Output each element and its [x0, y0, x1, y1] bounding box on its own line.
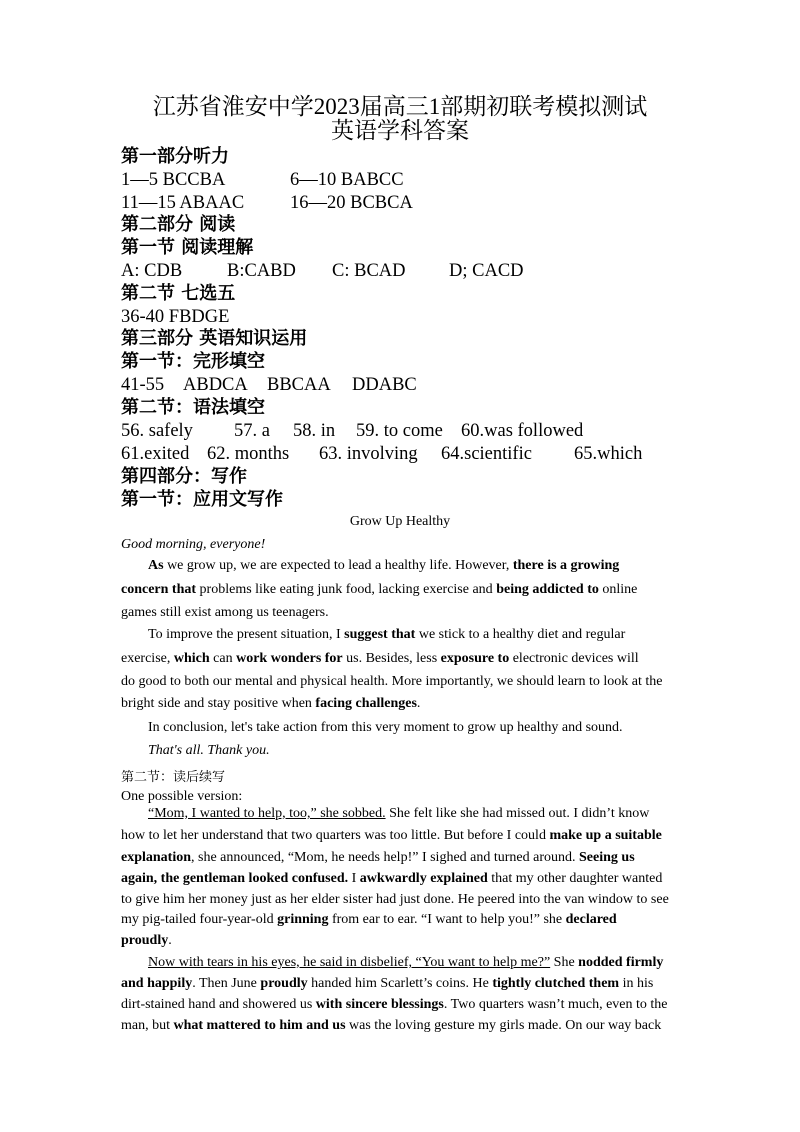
part1-heading: 第一部分听力 [121, 146, 229, 167]
grammar-answer-60: 60.was followed [461, 421, 584, 441]
answer-16-20: 16—20 BCBCA [290, 193, 413, 213]
answer-11-15: 11—15 ABAAC [121, 193, 245, 213]
part2-section2-heading: 第二节 七选五 [121, 283, 236, 304]
story-p1-line5: to give him her money just as her elder sister had just done. He peered into the van window to see [121, 892, 669, 907]
answer-1-5: 1—5 BCCBA [121, 170, 226, 190]
story-p1-line7: proudly. [121, 933, 172, 948]
story-p2-line1: Now with tears in his eyes, he said in disbelief, “You want to help me?” She nodded firmly [148, 955, 664, 970]
part3-heading: 第三部分 英语知识运用 [121, 328, 308, 349]
part2-heading: 第二部分 阅读 [121, 214, 236, 235]
cloze-group-1: ABDCA [183, 375, 248, 395]
essay-p1-line2: concern that problems like eating junk food, lacking exercise and being addicted to online [121, 582, 638, 597]
reading-answer-a: A: CDB [121, 261, 183, 281]
essay-p3: In conclusion, let's take action from this very moment to grow up healthy and sound. [148, 720, 623, 735]
grammar-answer-63: 63. involving [319, 444, 418, 464]
grammar-answer-59: 59. to come [356, 421, 443, 441]
essay-greeting: Good morning, everyone! [121, 537, 266, 552]
part3-section2-heading: 第二节：语法填空 [121, 397, 265, 418]
story-p1-line3: explanation, she announced, “Mom, he needs help!” I sighed and turned around. Seeing us [121, 850, 635, 865]
essay-p1-line1: As we grow up, we are expected to lead a healthy life. However, there is a growing [148, 558, 620, 573]
essay-p2-line3: do good to both our mental and physical health. More importantly, we should learn to look at the [121, 674, 663, 689]
continuation-intro: One possible version: [121, 789, 243, 804]
story-p2-line3: dirt-stained hand and showered us with sincere blessings. Two quarters wasn’t much, even to the [121, 997, 668, 1012]
part2-section1-heading: 第一节 阅读理解 [121, 237, 254, 258]
page-title: 江苏省淮安中学2023届高三1部期初联考模拟测试 [152, 94, 648, 119]
grammar-answer-57: 57. a [234, 421, 270, 441]
answer-6-10: 6—10 BABCC [290, 170, 404, 190]
part4-section1-heading: 第一节：应用文写作 [121, 489, 283, 510]
story-p1-line4: again, the gentleman looked confused. I awkwardly explained that my other daughter wanted [121, 871, 663, 886]
part4-heading: 第四部分：写作 [121, 466, 247, 487]
seven-choose-five-answer: 36-40 FBDGE [121, 307, 230, 327]
essay-p2-line4: bright side and stay positive when facing challenges. [121, 696, 421, 711]
grammar-answer-62: 62. months [207, 444, 290, 464]
part3-section1-heading: 第一节：完形填空 [121, 351, 265, 372]
essay-p2-line2: exercise, which can work wonders for us. Besides, less exposure to electronic devices will [121, 651, 639, 666]
reading-answer-d: D; CACD [449, 261, 524, 281]
essay-p1-line3: games still exist among us teenagers. [121, 605, 329, 620]
grammar-answer-65: 65.which [574, 444, 643, 464]
cloze-range: 41-55 [121, 375, 165, 395]
grammar-answer-58: 58. in [293, 421, 336, 441]
essay-title: Grow Up Healthy [349, 514, 451, 529]
grammar-answer-56: 56. safely [121, 421, 193, 441]
story-p2-line2: and happily. Then June proudly handed him Scarlett’s coins. He tightly clutched them in his [121, 976, 654, 991]
reading-answer-c: C: BCAD [332, 261, 406, 281]
cloze-group-3: DDABC [352, 375, 417, 395]
story-p1-line1: “Mom, I wanted to help, too,” she sobbed. She felt like she had missed out. I didn’t know [148, 806, 650, 821]
story-p1-line2: how to let her understand that two quarters was too little. But before I could make up a suitable [121, 828, 662, 843]
cloze-group-2: BBCAA [267, 375, 331, 395]
essay-closing: That's all. Thank you. [148, 743, 270, 758]
part4-section2-heading: 第二节：读后续写 [121, 770, 226, 785]
story-p2-line4: man, but what mattered to him and us was the loving gesture my girls made. On our way back [121, 1018, 662, 1033]
story-p1-line6: my pig-tailed four-year-old grinning from ear to ear. “I want to help you!” she declared [121, 912, 617, 927]
grammar-answer-64: 64.scientific [441, 444, 532, 464]
page-subtitle: 英语学科答案 [331, 118, 469, 143]
reading-answer-b: B:CABD [227, 261, 296, 281]
grammar-answer-61: 61.exited [121, 444, 190, 464]
essay-p2-line1: To improve the present situation, I suggest that we stick to a healthy diet and regular [148, 627, 626, 642]
